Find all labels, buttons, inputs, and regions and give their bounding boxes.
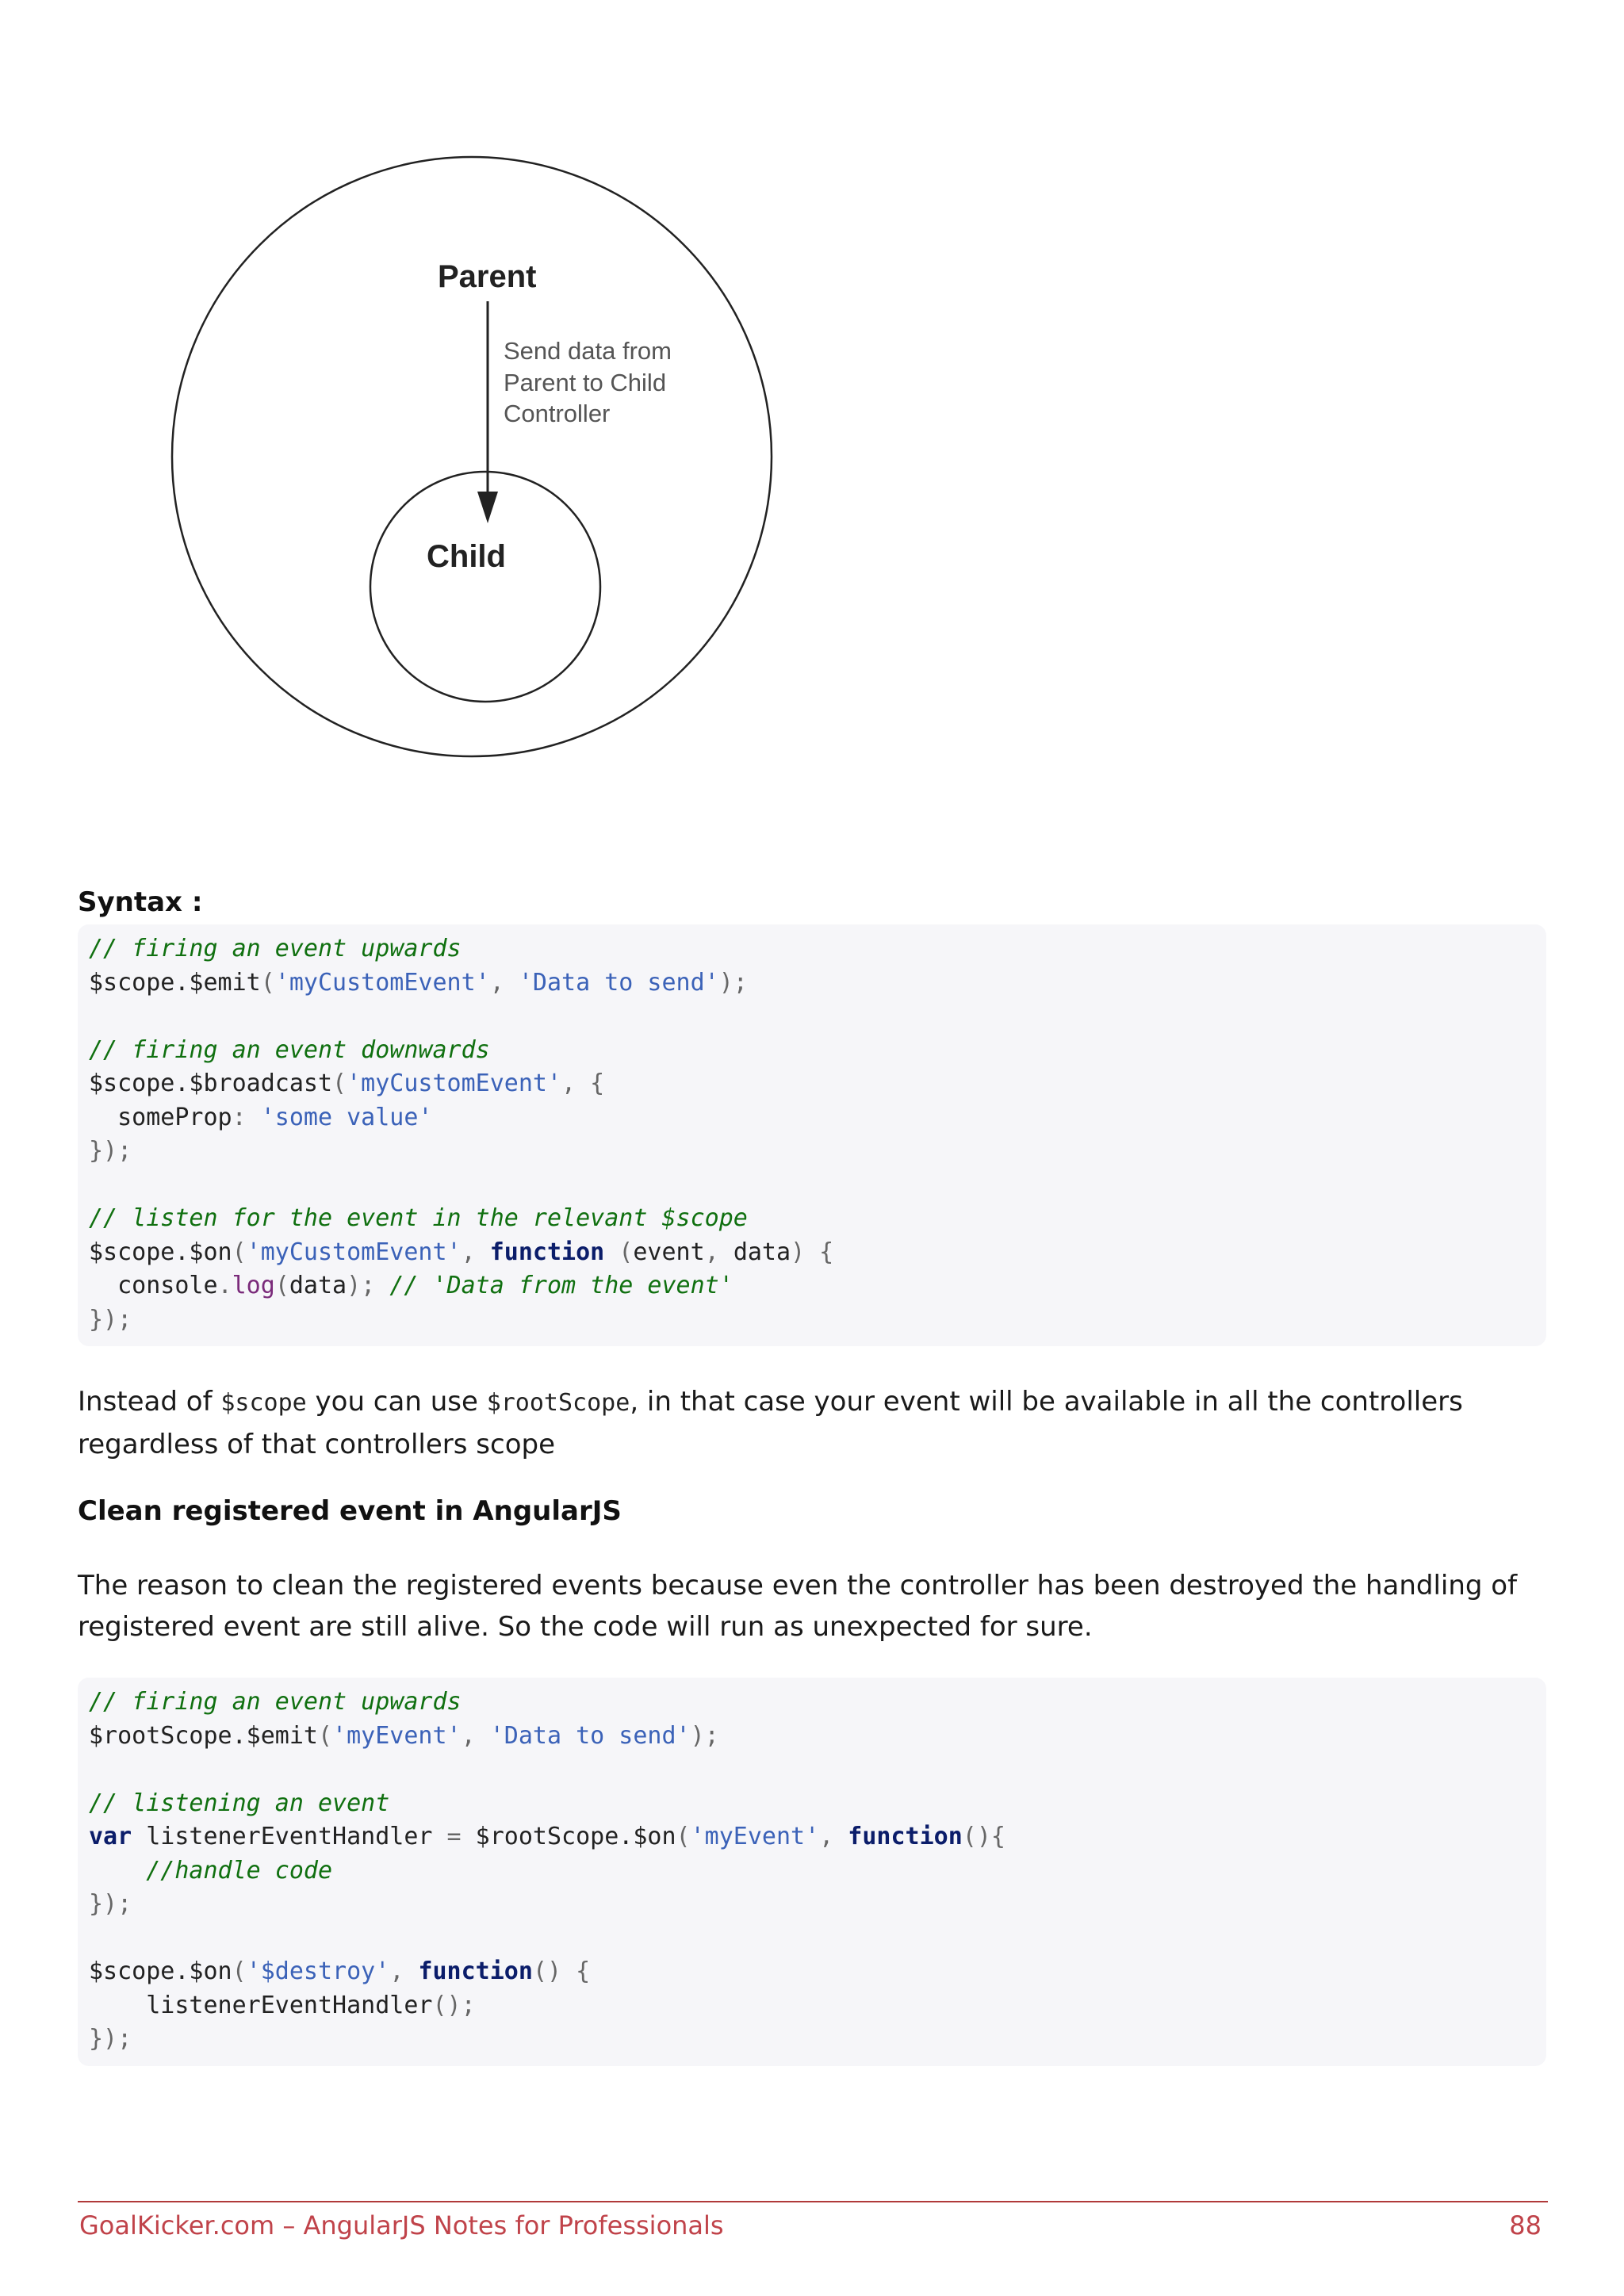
code-token: var — [89, 1823, 132, 1850]
code-line — [89, 2022, 1535, 2057]
clean-event-heading: Clean registered event in AngularJS — [78, 1495, 622, 1527]
code-token: // listen for the event in the relevant $scope — [89, 1204, 748, 1232]
inline-code-scope: $scope — [220, 1389, 307, 1417]
code-token: ( — [232, 1238, 247, 1266]
code-token: //handle code — [89, 1856, 333, 1885]
code-token: function — [848, 1823, 963, 1850]
code-token: (){ — [962, 1823, 1005, 1850]
code-token: listenerEventHandler — [132, 1823, 447, 1850]
code-line — [89, 1034, 1535, 1068]
arrow-note-line-3: Controller — [504, 400, 611, 427]
code-token: data — [289, 1272, 347, 1299]
code-token: $rootScope.$emit — [89, 1721, 318, 1750]
code-token: 'myEvent' — [690, 1823, 820, 1850]
footer-book-title: GoalKicker.com – AngularJS Notes for Professionals — [79, 2210, 724, 2241]
code-token: ); — [347, 1272, 390, 1299]
code-token: 'myCustomEvent' — [274, 968, 490, 997]
footer-divider — [78, 2201, 1548, 2202]
parent-label: Parent — [438, 259, 537, 294]
code-token: ) { — [791, 1238, 834, 1266]
paragraph-text: , in that case your event will be available in all the controllers regardless of that controllers scope — [78, 1386, 1463, 1460]
code-token: ); — [718, 968, 748, 997]
paragraph-text: you can use — [306, 1386, 487, 1418]
code-token: 'Data to send' — [489, 1721, 691, 1750]
code-token: }); — [89, 1890, 132, 1918]
code-line — [89, 1955, 1535, 1989]
code-token: 'myCustomEvent' — [347, 1070, 562, 1097]
arrow-note-line-1: Send data from — [504, 337, 672, 365]
code-token: // 'Data from the event' — [389, 1272, 733, 1299]
code-block-clean-event — [78, 1678, 1546, 2066]
code-token: $scope.$broadcast — [89, 1070, 333, 1097]
code-token: ( — [232, 1957, 247, 1985]
code-token: '$destroy' — [246, 1957, 390, 1985]
code-token: $rootScope.$on — [475, 1823, 676, 1850]
code-token: 'myEvent' — [332, 1721, 462, 1750]
code-line — [89, 1303, 1535, 1337]
code-token: data — [733, 1238, 791, 1266]
code-token: $scope.$on — [89, 1957, 232, 1985]
code-line — [89, 1686, 1535, 1720]
code-line — [89, 932, 1535, 966]
code-line — [89, 1820, 1535, 1854]
code-line — [89, 1854, 1535, 1888]
inline-code-rootscope: $rootScope — [486, 1389, 630, 1417]
code-line — [89, 1989, 1535, 2023]
syntax-heading: Syntax : — [78, 886, 203, 918]
parent-child-scope-diagram — [159, 143, 793, 777]
code-line — [89, 1000, 1535, 1034]
parent-scope-circle — [172, 157, 772, 756]
paragraph-text: Instead of — [78, 1386, 221, 1418]
code-token: someProp — [89, 1103, 232, 1131]
code-token: ( — [260, 968, 275, 997]
code-token: ( — [274, 1272, 289, 1299]
code-token: . — [217, 1272, 232, 1299]
code-token: // firing an event upwards — [89, 935, 462, 962]
code-line — [89, 1169, 1535, 1203]
code-token: (); — [432, 1991, 476, 2019]
code-line — [89, 1067, 1535, 1101]
code-token: = — [446, 1823, 476, 1850]
code-line — [89, 1753, 1535, 1787]
code-token: // listening an event — [89, 1789, 390, 1817]
code-token: event — [633, 1238, 705, 1266]
code-token: , — [461, 1721, 490, 1750]
code-token: }); — [89, 2025, 132, 2053]
code-line — [89, 1922, 1535, 1956]
code-token: listenerEventHandler — [89, 1991, 433, 2019]
code-token: function — [418, 1957, 533, 1985]
code-token: , — [489, 968, 519, 997]
code-block-syntax — [78, 924, 1546, 1346]
code-line — [89, 1787, 1535, 1821]
code-token: function — [489, 1238, 605, 1266]
code-token: ( — [317, 1721, 333, 1750]
arrow-note-line-2: Parent to Child — [504, 369, 667, 396]
code-line — [89, 1888, 1535, 1922]
code-token: // firing an event downwards — [89, 1035, 490, 1064]
code-line — [89, 1236, 1535, 1270]
code-token: log — [232, 1272, 275, 1299]
child-label: Child — [427, 539, 506, 574]
code-line — [89, 1269, 1535, 1303]
code-token: }); — [89, 1305, 132, 1334]
code-token: console — [89, 1272, 218, 1299]
code-token: $scope.$on — [89, 1238, 232, 1266]
code-line — [89, 1720, 1535, 1754]
paragraph-rootscope — [78, 1381, 1553, 1465]
data-flow-arrow-head — [477, 492, 498, 523]
code-line — [89, 1202, 1535, 1236]
code-token: , — [389, 1957, 419, 1985]
code-token: 'Data to send' — [518, 968, 719, 997]
code-token: ( — [332, 1070, 347, 1097]
code-token: ( — [676, 1823, 691, 1850]
code-token: }); — [89, 1137, 132, 1165]
code-line — [89, 966, 1535, 1001]
code-token: , — [819, 1823, 848, 1850]
footer-page-number: 88 — [1509, 2210, 1542, 2241]
code-line — [89, 1101, 1535, 1135]
paragraph-clean-reason: The reason to clean the registered events because even the controller has been destroyed the handling of registered event are still alive. So the code will run as unexpected for sure. — [78, 1570, 1518, 1643]
code-token: // firing an event upwards — [89, 1688, 462, 1716]
code-token: 'myCustomEvent' — [246, 1238, 462, 1266]
code-token: ( — [604, 1238, 634, 1266]
code-line — [89, 1135, 1535, 1169]
code-token: ); — [690, 1721, 719, 1750]
code-token: $scope.$emit — [89, 968, 261, 997]
code-token: , — [704, 1238, 733, 1266]
code-token: , { — [561, 1070, 605, 1097]
code-token: 'some value' — [260, 1103, 433, 1131]
code-token: : — [232, 1103, 261, 1131]
code-token: () { — [532, 1957, 591, 1985]
code-token: , — [461, 1238, 490, 1266]
